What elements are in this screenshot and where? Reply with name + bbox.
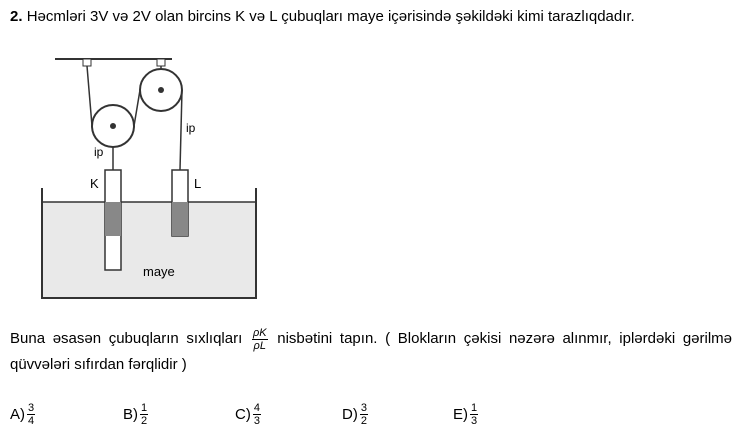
option-d[interactable] bbox=[342, 402, 370, 427]
liquid-fill bbox=[42, 202, 256, 298]
option-den: 3 bbox=[471, 415, 478, 427]
label-l: L bbox=[194, 176, 202, 191]
rod-k-mark bbox=[105, 202, 121, 236]
option-fraction bbox=[140, 402, 148, 427]
question-title bbox=[10, 8, 635, 25]
label-liquid: maye bbox=[143, 264, 175, 279]
body-text-before: Buna əsasən çubuqların sıxlıqları bbox=[10, 330, 250, 347]
option-letter: E) bbox=[453, 406, 468, 423]
ceiling-hook-right bbox=[157, 59, 165, 66]
ratio-numerator: ρK bbox=[252, 326, 267, 339]
pulley-diagram bbox=[20, 50, 260, 305]
option-a[interactable] bbox=[10, 402, 37, 427]
label-ip-right: ip bbox=[186, 121, 196, 135]
option-b[interactable] bbox=[123, 402, 150, 427]
question-number: 2. bbox=[10, 8, 23, 25]
option-num: 3 bbox=[360, 402, 367, 414]
rope-left-fixed bbox=[87, 66, 92, 126]
option-letter: C) bbox=[235, 406, 251, 423]
label-ip-left: ip bbox=[94, 145, 104, 159]
option-den: 4 bbox=[28, 415, 35, 427]
rope-over-top bbox=[134, 90, 140, 126]
option-fraction bbox=[360, 402, 368, 427]
question-text: Həcmləri 3V və 2V olan bircins K və L çubuqları maye içərisində şəkildəki kimi tarazlıqdadır. bbox=[26, 8, 635, 25]
body-text-after: nisbətini tapın. ( Blokların çəkisi nəzərə alınmır, iplərdəki gərilmə qüvvələri sıfırdan fərqlidir ) bbox=[10, 330, 733, 373]
question-body bbox=[10, 326, 732, 378]
option-num: 1 bbox=[141, 402, 148, 414]
option-e[interactable] bbox=[453, 402, 480, 427]
option-fraction bbox=[253, 402, 261, 427]
option-c[interactable] bbox=[235, 402, 263, 427]
option-fraction bbox=[27, 402, 35, 427]
option-letter: B) bbox=[123, 406, 138, 423]
answer-options bbox=[10, 402, 530, 438]
option-den: 3 bbox=[253, 415, 260, 427]
option-den: 2 bbox=[141, 415, 148, 427]
rope-to-l bbox=[180, 90, 182, 170]
option-den: 2 bbox=[360, 415, 367, 427]
option-fraction bbox=[470, 402, 478, 427]
ceiling-hook-left bbox=[83, 59, 91, 66]
option-letter: D) bbox=[342, 406, 358, 423]
rod-l-mark bbox=[172, 202, 188, 236]
label-k: K bbox=[90, 176, 99, 191]
option-num: 4 bbox=[253, 402, 260, 414]
option-num: 1 bbox=[471, 402, 478, 414]
option-num: 3 bbox=[28, 402, 35, 414]
option-letter: A) bbox=[10, 406, 25, 423]
density-ratio bbox=[252, 327, 268, 352]
ratio-denominator: ρL bbox=[253, 339, 266, 352]
